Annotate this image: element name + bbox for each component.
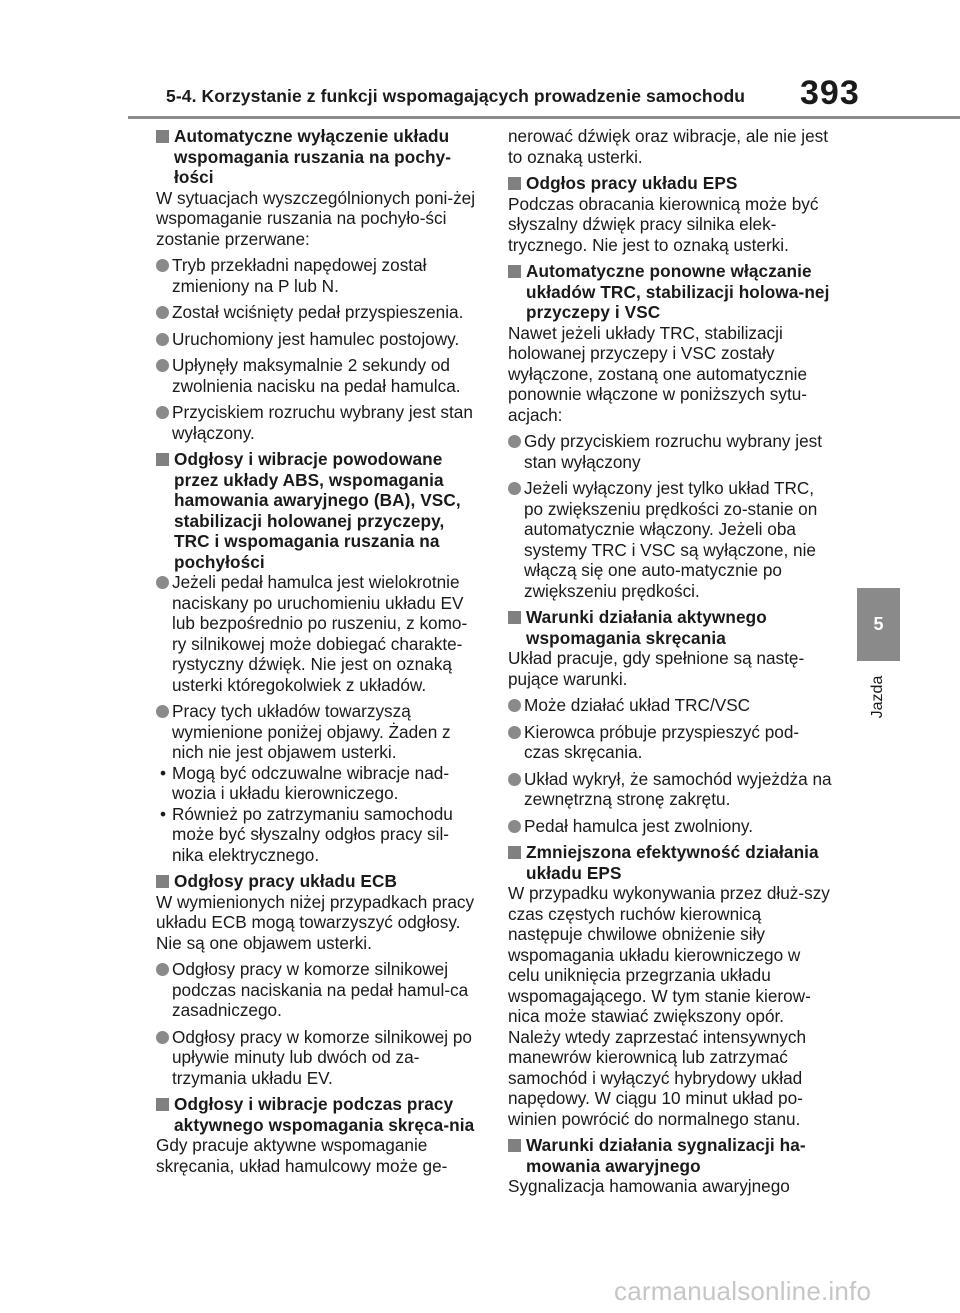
page-header-title: 5-4. Korzystanie z funkcji wspomagających prowadzenie samochodu xyxy=(166,86,746,106)
bullet-item: Jeżeli wyłączony jest tylko układ TRC, po zwiększeniu prędkości zo-stanie on automatycznie włączony. Jeżeli oba systemy TRC i VSC są wyłączone, nie włączą się one auto-matycznie po zwiększeniu prędkości. xyxy=(508,478,832,601)
bullet-item: Może działać układ TRC/VSC xyxy=(508,695,832,716)
bullet-item: Upłynęły maksymalnie 2 sekundy od zwolnienia nacisku na pedał hamulca. xyxy=(156,355,480,396)
section-text: W wymienionych niżej przypadkach pracy układu ECB mogą towarzyszyć odgłosy. Nie są one objawem usterki. xyxy=(156,891,475,953)
section-heading: Odgłosy pracy układu ECB xyxy=(156,871,480,892)
section-heading: Automatyczne wyłączenie układu wspomagania ruszania na pochy-łości xyxy=(156,126,480,188)
section-heading: Warunki działania sygnalizacji ha-mowania awaryjnego xyxy=(508,1135,832,1176)
watermark: carmanualsonline.info xyxy=(614,1276,872,1306)
section-heading: Zmniejszona efektywność działania układu EPS xyxy=(508,842,832,883)
sub-bullet-item: • Mogą być odczuwalne wibracje nad-wozia i układu kierowniczego. xyxy=(156,763,480,804)
section-text: Sygnalizacja hamowania awaryjnego xyxy=(508,1176,790,1196)
section-heading: Automatyczne ponowne włączanie układów TRC, stabilizacji holowa-nej przyczepy i VSC xyxy=(508,261,832,323)
right-column xyxy=(508,126,832,1203)
bullet-item: Pracy tych układów towarzyszą wymienione poniżej objawy. Żaden z nich nie jest objawem usterki. xyxy=(156,701,480,763)
sub-bullet-item: • Również po zatrzymaniu samochodu może być słyszalny odgłos pracy sil-nika elektrycznego. xyxy=(156,804,480,866)
bullet-item: Tryb przekładni napędowej został zmieniony na P lub N. xyxy=(156,255,480,296)
bullet-item: Jeżeli pedał hamulca jest wielokrotnie naciskany po uruchomieniu układu EV lub bezpośrednio po ruszeniu, z komo-ry silnikowej może dobiegać charakte-rystyczny dźwięk. Nie jest on oznaką usterki któregokolwiek z układów. xyxy=(156,572,480,695)
section-text: Podczas obracania kierownicą może być słyszalny dźwięk pracy silnika elek-trycznego. Nie jest to oznaką usterki. xyxy=(508,193,819,255)
section-heading: Warunki działania aktywnego wspomagania skręcania xyxy=(508,607,832,648)
section-text: nerować dźwięk oraz wibracje, ale nie jest to oznaką usterki. xyxy=(508,126,829,167)
bullet-item: Został wciśnięty pedał przyspieszenia. xyxy=(156,302,480,323)
section-text: Nawet jeżeli układy TRC, stabilizacji holowanej przyczepy i VSC zostały wyłączone, zostaną one automatycznie ponownie włączone w poniższych sytu-acjach: xyxy=(508,322,808,425)
bullet-item: Pedał hamulca jest zwolniony. xyxy=(508,816,832,837)
chapter-label: Jazda xyxy=(869,675,886,719)
bullet-item: Układ wykrył, że samochód wyjeżdża na zewnętrzną stronę zakrętu. xyxy=(508,769,832,810)
section-text: W przypadku wykonywania przez dłuż-szy czas częstych ruchów kierownicą następuje chwilowe obniżenie siły wspomagania układu kierowniczego w celu uniknięcia przegrzania układu wspomagającego. W tym stanie kierow-nica może stawiać zwiększony opór. Należy wtedy zaprzestać intensywnych manewrów kierownicą lub zatrzymać samochód i wyłączyć hybrydowy układ napędowy. W ciągu 10 minut układ po-winien powrócić do normalnego stanu. xyxy=(508,883,830,1129)
section-heading: Odgłos pracy układu EPS xyxy=(508,173,832,194)
chapter-number: 5 xyxy=(873,614,884,634)
bullet-item: Odgłosy pracy w komorze silnikowej podczas naciskania na pedał hamul-ca zasadniczego. xyxy=(156,959,480,1021)
bullet-item: Gdy przyciskiem rozruchu wybrany jest stan wyłączony xyxy=(508,431,832,472)
page-number: 393 xyxy=(800,74,860,112)
bullet-item: Kierowca próbuje przyspieszyć pod-czas skręcania. xyxy=(508,722,832,763)
section-text: W sytuacjach wyszczególnionych poni-żej wspomaganie ruszania na pochyło-ści zostanie przerwane: xyxy=(156,187,476,249)
left-column xyxy=(156,126,480,1182)
header-divider xyxy=(128,116,960,119)
section-text: Układ pracuje, gdy spełnione są nastę-pujące warunki. xyxy=(508,648,805,689)
bullet-item: Przyciskiem rozruchu wybrany jest stan wyłączony. xyxy=(156,402,480,443)
section-heading: Odgłosy i wibracje podczas pracy aktywnego wspomagania skręca-nia xyxy=(156,1094,480,1135)
bullet-item: Odgłosy pracy w komorze silnikowej po upływie minuty lub dwóch od za-trzymania układu EV. xyxy=(156,1027,480,1089)
section-text: Gdy pracuje aktywne wspomaganie skręcania, układ hamulcowy może ge- xyxy=(156,1135,448,1176)
bullet-item: Uruchomiony jest hamulec postojowy. xyxy=(156,329,480,350)
section-heading: Odgłosy i wibracje powodowane przez układy ABS, wspomagania hamowania awaryjnego (BA), VSC, stabilizacji holowanej przyczepy, TRC i wspomagania ruszania na pochyłości xyxy=(156,449,480,572)
chapter-tab xyxy=(857,588,900,661)
